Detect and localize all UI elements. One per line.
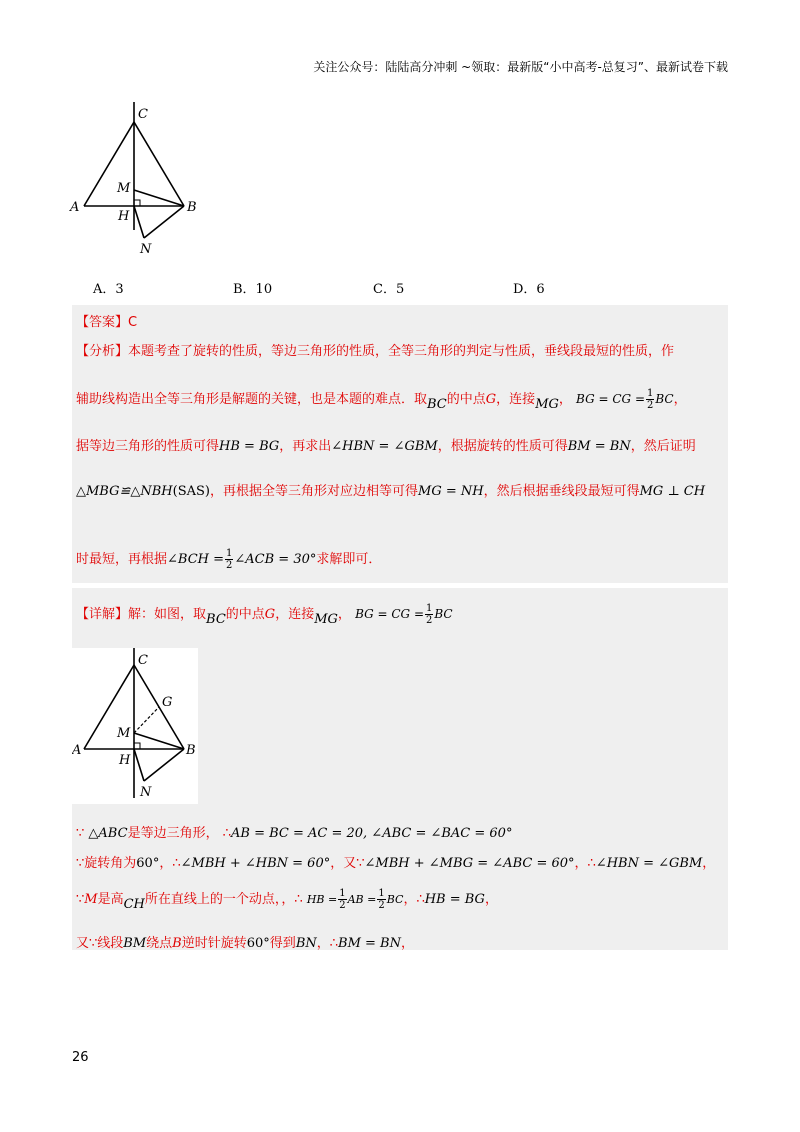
line-hn [134, 749, 144, 781]
detail-line-1: 【详解】解：如图，取BC的中点G，连接MG， BG = CG = $\frac{1}{2}$ BC [76, 603, 453, 627]
line-bc [134, 122, 184, 206]
analysis-line-2: 辅助线构造出全等三角形是解题的关键，也是本题的难点．取BC的中点G，连接MG， BG = CG = $\frac{1}{2}$ BC， [76, 388, 687, 412]
label-b: B [187, 200, 197, 215]
geometry-figure-1 [62, 100, 212, 265]
page-number: 26 [72, 1050, 89, 1065]
answer-options [93, 278, 545, 297]
label-h: H [118, 209, 130, 224]
detail-step-1: ∵ △ABC是等边三角形， ∴AB = BC = AC = 20, ∠ABC = ∠BAC = 60° [76, 826, 513, 841]
analysis-line-5: 时最短，再根据∠BCH = $\frac{1}{2}$ ∠ACB = 30°求解即可． [76, 548, 382, 571]
option-b: B．10 [233, 282, 273, 297]
label-b: B [186, 743, 196, 758]
label-a: A [72, 743, 82, 758]
right-angle-mark [134, 200, 140, 206]
detail-step-2: ∵旋转角为60°，∴∠MBH + ∠HBN = 60°，又∵∠MBH + ∠MBG = ∠ABC = 60°，∴∠HBN = ∠GBM， [76, 856, 716, 871]
detail-tag: 【详解】 [76, 607, 129, 622]
line-bn [144, 749, 184, 781]
label-m: M [117, 181, 131, 196]
label-n: N [140, 242, 152, 257]
right-angle-mark [134, 743, 140, 749]
answer-tag: 【答案】 [76, 315, 129, 330]
option-c: C．5 [373, 282, 405, 297]
option-a: A．3 [93, 282, 124, 297]
label-a: A [70, 200, 80, 215]
answer-value: C [128, 315, 138, 330]
line-hn [134, 206, 144, 238]
option-d: D．6 [513, 282, 545, 297]
label-n: N [140, 785, 152, 800]
label-g: G [162, 695, 173, 710]
detail-step-4: 又∵线段BM绕点B逆时针旋转60°得到BN，∴BM = BN， [76, 936, 414, 951]
answer-line [76, 311, 137, 330]
analysis-line-3: 据等边三角形的性质可得HB = BG，再求出∠HBN = ∠GBM，根据旋转的性质可得BM = BN，然后证明 [76, 439, 696, 454]
analysis-tag: 【分析】 [76, 344, 129, 359]
line-bn [144, 206, 184, 238]
analysis-line-4: △MBG≌△NBH(SAS)，再根据全等三角形对应边相等可得MG = NH，然后根据垂线段最短可得MG ⊥ CH [76, 484, 706, 499]
fraction-half: $\frac{1}{2}$ [647, 388, 654, 411]
analysis-line-1: 【分析】本题考查了旋转的性质，等边三角形的性质，全等三角形的判定与性质，垂线段最短的性质，作 [76, 344, 675, 359]
label-h: H [119, 753, 131, 768]
label-c: C [138, 653, 148, 668]
detail-step-3: ∵M是高CH所在直线上的一个动点，，∴ HB = $\frac{1}{2}$ AB = $\frac{1}{2}$ BC，∴HB = BG， [76, 888, 498, 912]
page-header: 关注公众号：陆陆高分冲刺 ~领取：最新版“小中高考-总复习”、最新试卷下载 [313, 60, 728, 74]
line-mg-dashed [134, 707, 159, 733]
label-m: M [117, 726, 131, 741]
geometry-figure-2 [72, 648, 198, 804]
label-c: C [138, 107, 148, 122]
